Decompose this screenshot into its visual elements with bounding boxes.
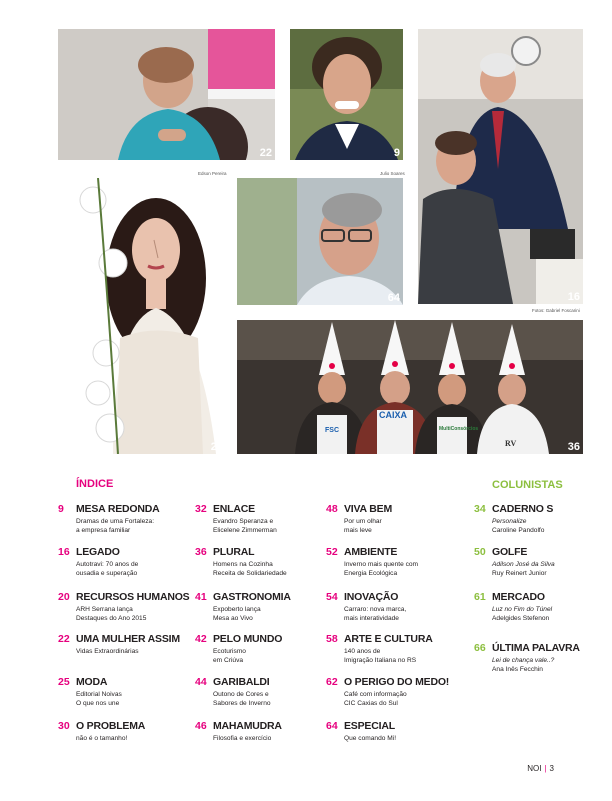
entry-subtitle: Personalize Caroline Pandolfo: [492, 518, 545, 534]
photo-page-number: 9: [393, 147, 400, 159]
entry-subtitle: Dramas de uma Fortaleza: a empresa familiar: [76, 518, 155, 534]
entry-title: ESPECIAL: [344, 720, 395, 732]
entry-title: RECURSOS HUMANOS: [76, 591, 190, 603]
entry-title: MERCADO: [492, 591, 545, 603]
entry-page-number: 16: [58, 546, 70, 558]
apron-logo-rv: RV: [505, 439, 517, 448]
entry-title: AMBIENTE: [344, 546, 398, 558]
entry-page-number: 46: [195, 720, 207, 732]
photo-older-woman: [58, 29, 275, 160]
photo-young-man: [290, 29, 403, 160]
entry-page-number: 42: [195, 633, 207, 645]
entry-title: PELO MUNDO: [213, 633, 283, 645]
entry-title: GOLFE: [492, 546, 528, 558]
entry-title: INOVAÇÃO: [344, 591, 399, 603]
photo-man-glasses: [237, 178, 403, 305]
entry-subtitle: Outono de Cores e Sabores de Inverno: [213, 691, 271, 707]
photo-page-number: 36: [567, 441, 580, 453]
columnists-heading: COLUNISTAS: [492, 479, 563, 491]
photo-two-men-office: [418, 29, 583, 304]
entry-subtitle: Vidas Extraordinárias: [76, 648, 139, 655]
entry-title: PLURAL: [213, 546, 255, 558]
photo-credit: Fotos: Gabriel Foscarini: [532, 308, 580, 313]
photo-credit: Edson Pereira: [198, 171, 227, 176]
entry-page-number: 30: [58, 720, 70, 732]
entry-subtitle: 140 anos de Imigração Italiana no RS: [344, 648, 417, 664]
photo-chefs-group: [237, 320, 583, 454]
entry-title: CADERNO S: [492, 503, 554, 515]
entry-subtitle: Inverno mais quente com Energia Ecológica: [344, 561, 419, 577]
entry-title: LEGADO: [76, 546, 120, 558]
entry-title: MAHAMUDRA: [213, 720, 282, 732]
photo-page-number: 25: [210, 441, 223, 453]
entry-subtitle: Editorial Noivas O que nos une: [76, 691, 122, 707]
page-number: 3: [549, 764, 554, 773]
entry-subtitle: Homens na Cozinha Receita de Solidariedade: [213, 561, 287, 577]
entry-subtitle: não é o tamanho!: [76, 735, 128, 742]
entry-subtitle: Que comando Mi!: [344, 735, 397, 742]
photo-bride: [58, 178, 226, 454]
entry-title: O PERIGO DO MEDO!: [344, 676, 450, 688]
entry-page-number: 9: [58, 503, 64, 515]
entry-page-number: 58: [326, 633, 338, 645]
entry-title: UMA MULHER ASSIM: [76, 633, 180, 645]
entry-title: ARTE E CULTURA: [344, 633, 433, 645]
entry-subtitle: Evandro Speranza e Elicelene Zimmerman: [213, 518, 277, 534]
entry-title: GARIBALDI: [213, 676, 270, 688]
entry-page-number: 25: [58, 676, 70, 688]
entry-subtitle: Adilson José da Silva Ruy Reinert Junior: [492, 561, 555, 577]
entry-subtitle: Ecoturismo em Criúva: [213, 648, 246, 664]
photo-page-number: 22: [259, 147, 272, 159]
magazine-name: NOI: [527, 764, 542, 773]
entry-page-number: 62: [326, 676, 338, 688]
apron-logo-fsc: FSC: [325, 427, 339, 434]
entry-page-number: 64: [326, 720, 338, 732]
photo-page-number: 64: [387, 292, 400, 304]
entry-subtitle: Filosofia e exercício: [213, 735, 272, 742]
entry-page-number: 36: [195, 546, 207, 558]
entry-title: GASTRONOMIA: [213, 591, 291, 603]
entry-page-number: 48: [326, 503, 338, 515]
entry-subtitle: Luz no Fim do Túnel Adelgides Stefenon: [492, 606, 553, 622]
entry-subtitle: Autotravi: 70 anos de ousadia e superação: [76, 561, 139, 577]
page-footer: [527, 764, 554, 773]
apron-logo-multiconsorcios: MultiConsórcios: [439, 426, 479, 432]
entry-page-number: 41: [195, 591, 207, 603]
entry-title: MODA: [76, 676, 108, 688]
entry-subtitle: Expoberto lança Mesa ao Vivo: [213, 606, 261, 622]
entry-title: ÚLTIMA PALAVRA: [492, 642, 580, 654]
footer-separator: |: [544, 764, 547, 773]
entry-page-number: 54: [326, 591, 338, 603]
entry-page-number: 34: [474, 503, 486, 515]
entry-title: O PROBLEMA: [76, 720, 146, 732]
entry-page-number: 52: [326, 546, 338, 558]
photo-page-number: 16: [567, 291, 580, 303]
entry-page-number: 32: [195, 503, 207, 515]
entry-page-number: 22: [58, 633, 70, 645]
entry-page-number: 50: [474, 546, 486, 558]
entry-title: ENLACE: [213, 503, 255, 515]
entry-subtitle: ARH Serrana lança Destaques do Ano 2015: [76, 606, 147, 622]
entry-page-number: 61: [474, 591, 486, 603]
entry-subtitle: Lei de chança vale..? Ana Inês Fecchin: [492, 657, 555, 673]
entry-page-number: 44: [195, 676, 207, 688]
entry-title: VIVA BEM: [344, 503, 392, 515]
entry-page-number: 66: [474, 642, 486, 654]
apron-logo-caixa: CAIXA: [379, 410, 408, 420]
index-heading: ÍNDICE: [76, 478, 114, 490]
entry-title: MESA REDONDA: [76, 503, 160, 515]
entry-subtitle: Carraro: nova marca, mais interatividade: [344, 606, 407, 622]
photo-credit: Julio Soares: [380, 171, 405, 176]
entry-subtitle: Café com informação CIC Caxias do Sul: [344, 691, 407, 707]
entry-page-number: 20: [58, 591, 70, 603]
entry-subtitle: Por um olhar mais leve: [344, 518, 382, 534]
